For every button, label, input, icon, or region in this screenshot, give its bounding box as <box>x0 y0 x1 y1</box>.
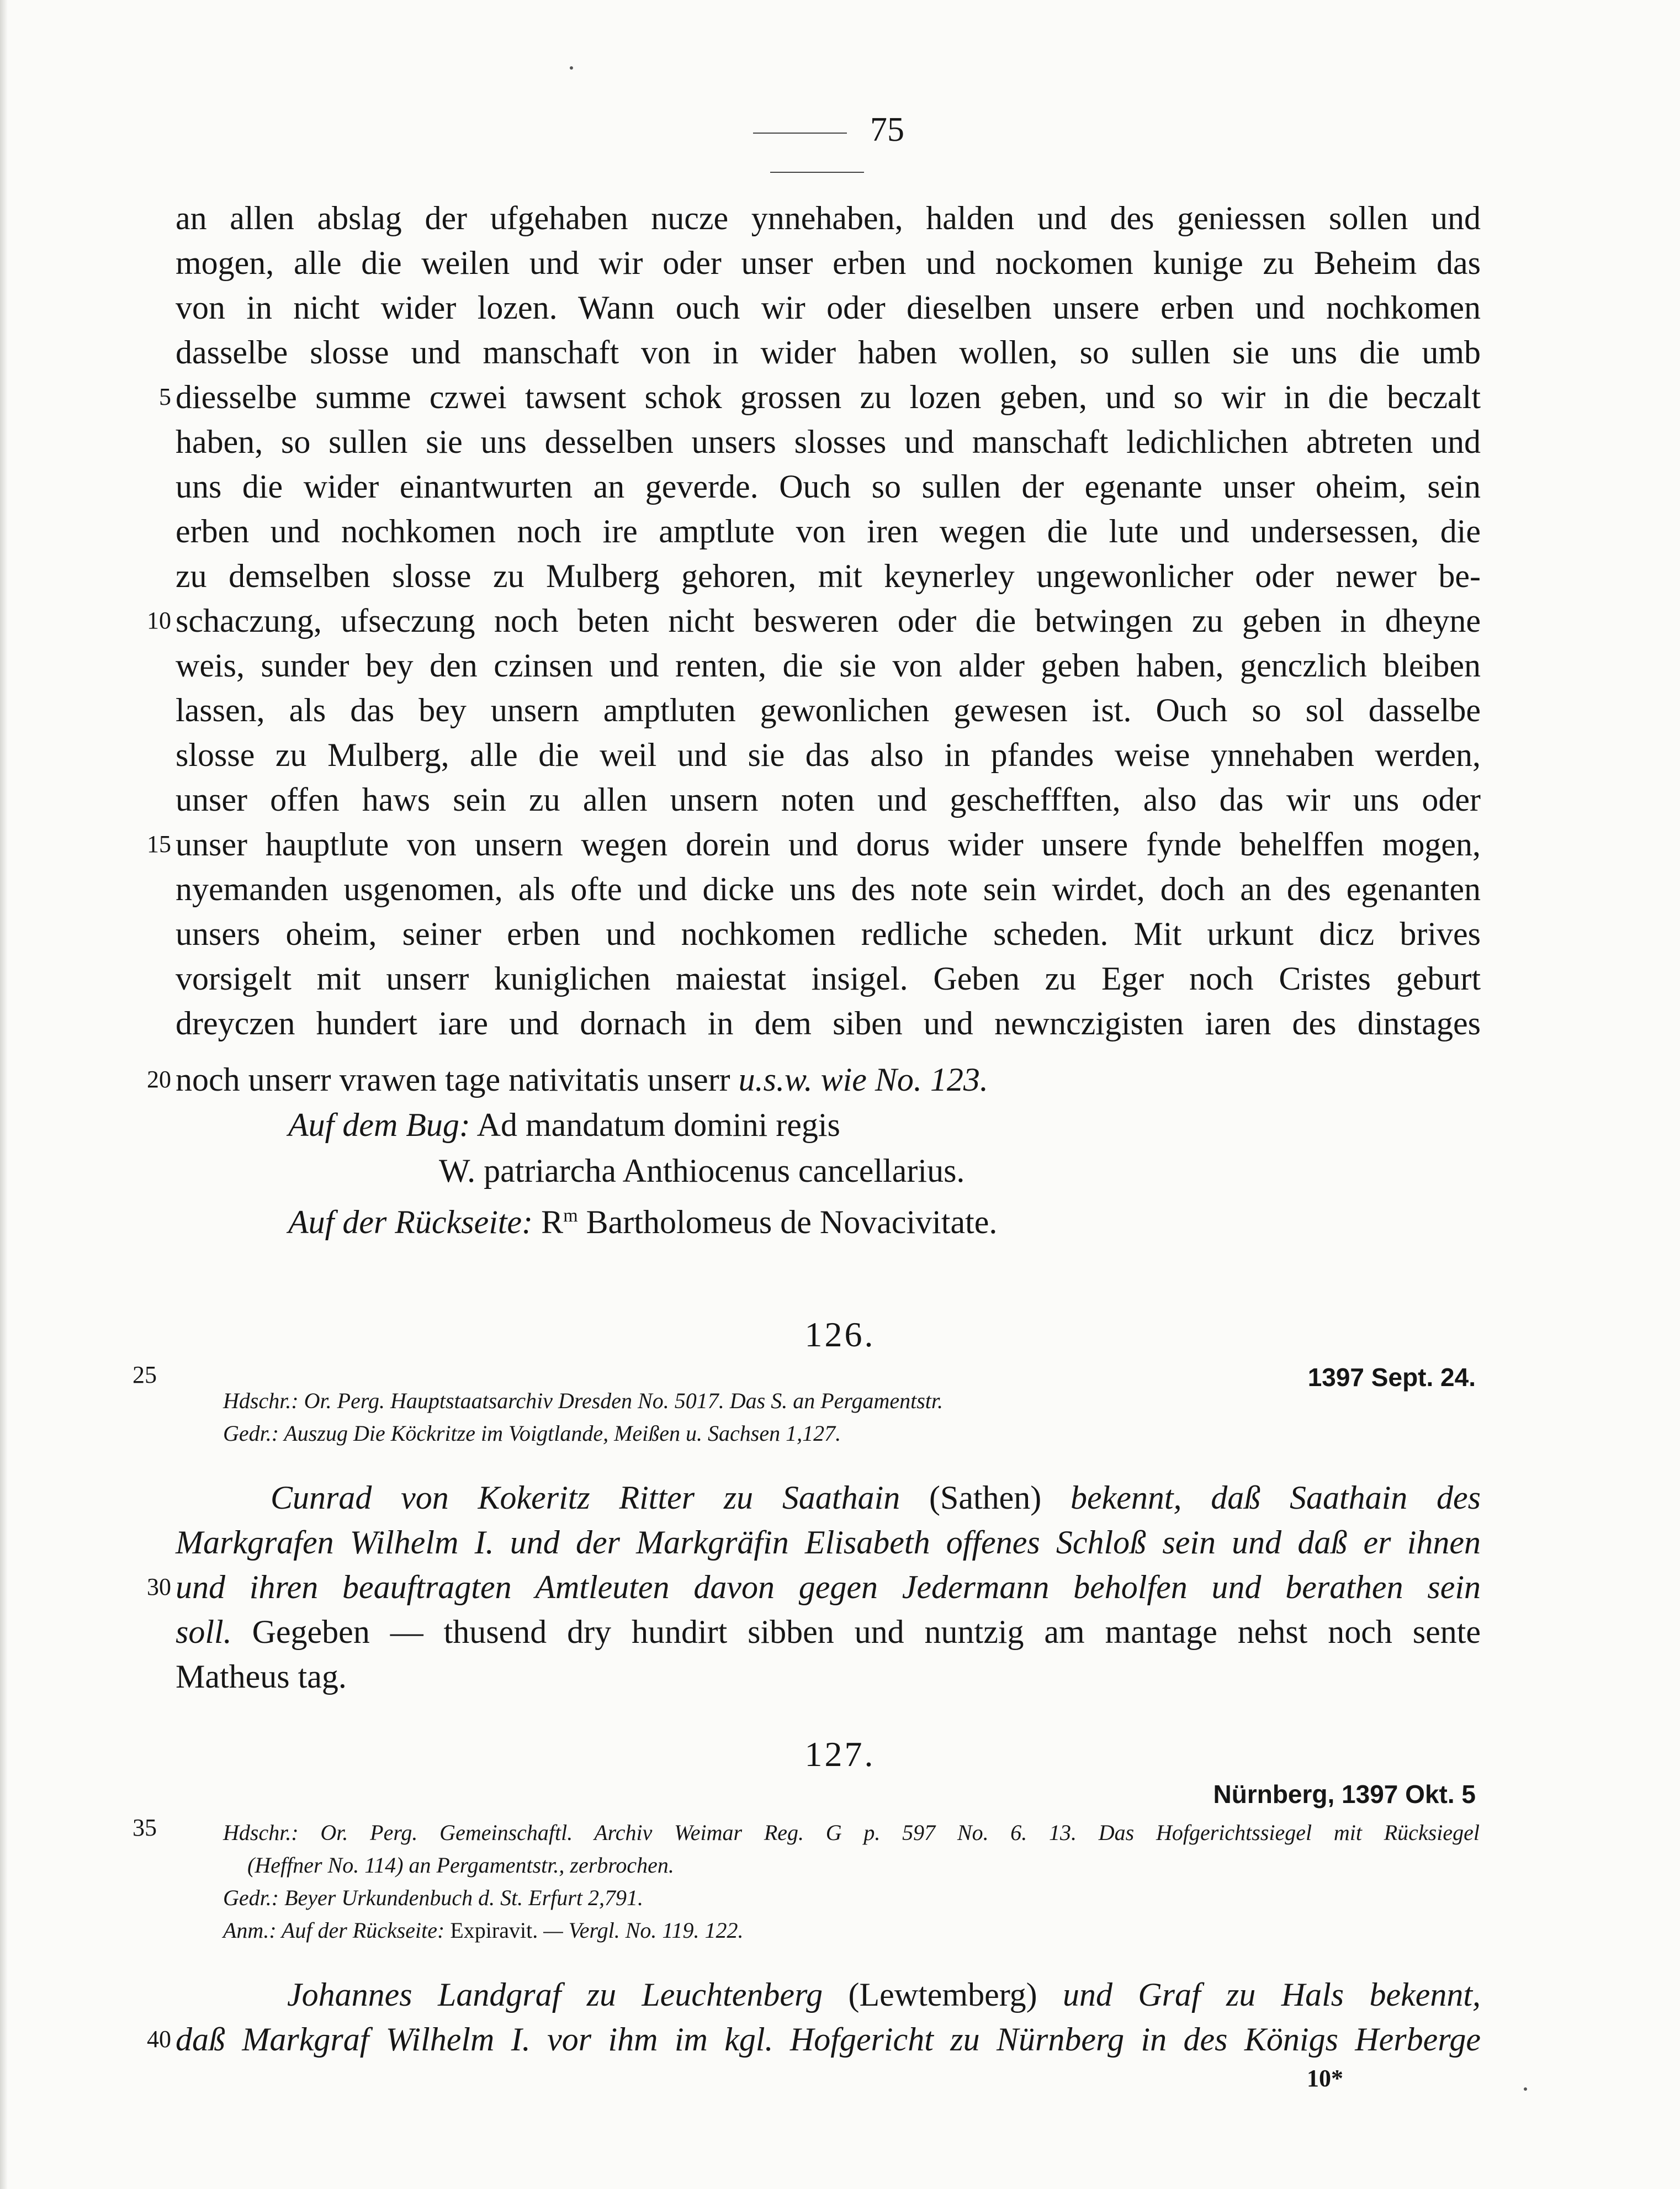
text-line: von in nicht wider lozen. Wann ouch wir oder dieselben unsere erben und nochkomen <box>176 289 1481 326</box>
ink-speck <box>570 66 573 70</box>
ink-speck <box>1524 2087 1527 2091</box>
regest-line: soll. Gegeben — thusend dry hundirt sibben und nuntzig am mantage nehst noch sente <box>176 1614 1481 1650</box>
page-number: 75 <box>668 110 966 189</box>
text-line: mogen, alle die weilen und wir oder unser erben und nockomen kunige zu Beheim das <box>176 245 1481 281</box>
bug-note: Auf dem Bug: Ad mandatum domini regis <box>288 1107 840 1143</box>
source-note: (Heffner No. 114) an Pergamentstr., zerbrochen. <box>247 1853 674 1878</box>
line-number: 15 <box>147 831 171 858</box>
line-number: 10 <box>147 607 171 634</box>
text-line: dasselbe slosse und manschaft von in wider haben wollen, so sullen sie uns die umb <box>176 334 1481 371</box>
line-number: 20 <box>147 1066 171 1093</box>
text-line: lassen, als das bey unsern amptluten gewonlichen gewesen ist. Ouch so sol dasselbe <box>176 692 1481 728</box>
text-line: erben und nochkomen noch ire amptlute von iren wegen die lute und undersessen, die <box>176 513 1481 549</box>
source-note: Anm.: Auf der Rückseite: Expiravit. — Vergl. No. 119. 122. <box>223 1918 744 1943</box>
text-line: zu demselben slosse zu Mulberg gehoren, mit keynerley ungewonlicher oder newer be- <box>176 558 1481 594</box>
regest-line: daß Markgraf Wilhelm I. vor ihm im kgl. Hofgericht zu Nürnberg in des Königs Herberge <box>176 2021 1481 2058</box>
signature-mark: 10* <box>1307 2065 1343 2092</box>
text-line: schaczung, ufseczung noch beten nicht besweren oder die betwingen zu geben in dheyne <box>176 602 1481 639</box>
scan-edge <box>0 0 8 2189</box>
text-line: an allen abslag der ufgehaben nucze ynnehaben, halden und des geniessen sollen und <box>176 200 1481 236</box>
line-number: 30 <box>147 1573 171 1600</box>
text-line: haben, so sullen sie uns desselben unsers slosses und manschaft ledichlichen abtreten und <box>176 424 1481 460</box>
regest-line: Markgrafen Wilhelm I. und der Markgräfin Elisabeth offenes Schloß sein und daß er ihnen <box>176 1524 1481 1561</box>
text-line: uns die wider einantwurten an geverde. Ouch so sullen der egenante unser oheim, sein <box>176 468 1481 505</box>
text-line: diesselbe summe czwei tawsent schok grossen zu lozen geben, und so wir in die beczalt <box>176 379 1481 415</box>
patriarch-note: W. patriarcha Anthiocenus cancellarius. <box>439 1152 965 1189</box>
entry-date-126: 1397 Sept. 24. <box>1307 1363 1476 1392</box>
rueckseite-note: Auf der Rückseite: $R^m$ Bartholomeus de Novacivitate. <box>288 1204 998 1240</box>
regest-line: und ihren beauftragten Amtleuten davon gegen Jedermann beholfen und berathen sein <box>176 1569 1481 1605</box>
line-number: 25 <box>133 1361 157 1388</box>
entry-date-127: Nürnberg, 1397 Okt. 5 <box>1213 1780 1476 1809</box>
text-line: dreyczen hundert iare und dornach in dem siben und newnczigisten iaren des dinstages <box>176 1005 1481 1041</box>
line-number: 35 <box>133 1814 157 1841</box>
regest-line: Johannes Landgraf zu Leuchtenberg (Lewtemberg) und Graf zu Hals bekennt, <box>287 1976 1481 2013</box>
entry-number-127: 127. <box>804 1735 876 1774</box>
entry-number-126: 126. <box>804 1315 876 1354</box>
text-line-20: noch unserr vrawen tage nativitatis unserr u.s.w. wie No. 123. <box>176 1061 988 1098</box>
source-note: Gedr.: Beyer Urkundenbuch d. St. Erfurt 2,791. <box>223 1885 643 1910</box>
text-line: unsers oheim, seiner erben und nochkomen redliche scheden. Mit urkunt dicz brives <box>176 916 1481 952</box>
line-number: 5 <box>159 383 171 410</box>
line-number: 40 <box>147 2026 171 2053</box>
text-line: unser offen haws sein zu allen unsern noten und gescheffften, also das wir uns oder <box>176 781 1481 818</box>
text-line: slosse zu Mulberg, alle die weil und sie das also in pfandes weise ynnehaben werden, <box>176 737 1481 773</box>
text-line: vorsigelt mit unserr kuniglichen maiestat insigel. Geben zu Eger noch Cristes geburt <box>176 960 1481 997</box>
text-line: weis, sunder bey den czinsen und renten, die sie von alder geben haben, genczlich bleiben <box>176 647 1481 684</box>
source-note: Gedr.: Auszug Die Köckritze im Voigtlande, Meißen u. Sachsen 1,127. <box>223 1421 841 1446</box>
source-note: Hdschr.: Or. Perg. Gemeinschaftl. Archiv Weimar Reg. G p. 597 No. 6. 13. Das Hofgerichtssiegel mit Rücksiegel <box>223 1820 1480 1845</box>
regest-line: Matheus tag. <box>176 1658 347 1695</box>
text-line: nyemanden usgenomen, als ofte und dicke uns des note sein wirdet, doch an des egenanten <box>176 871 1481 907</box>
text-line: unser hauptlute von unsern wegen dorein und dorus wider unsere fynde behelffen mogen, <box>176 826 1481 863</box>
source-note: Hdschr.: Or. Perg. Hauptstaatsarchiv Dresden No. 5017. Das S. an Pergamentstr. <box>223 1388 944 1413</box>
regest-line: Cunrad von Kokeritz Ritter zu Saathain (Sathen) bekennt, daß Saathain des <box>271 1479 1481 1516</box>
